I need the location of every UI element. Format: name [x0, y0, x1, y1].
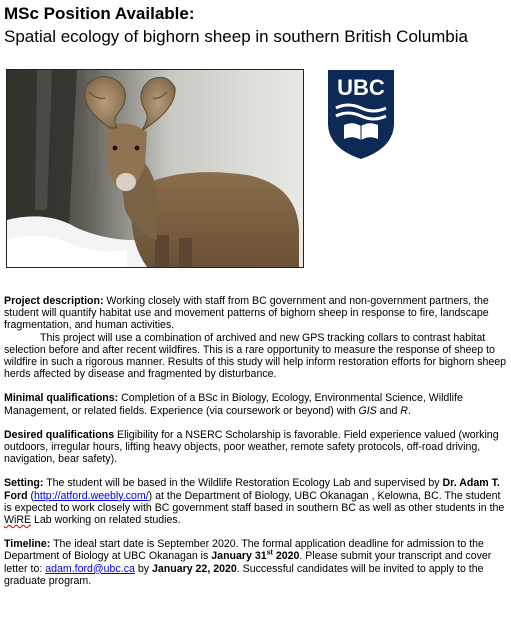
minimal-heading: Minimal qualifications: — [4, 392, 119, 405]
page-title: MSc Position Available: — [4, 4, 195, 23]
project-text-2: This project will use a combination of archived and new GPS tracking collars to contrast habitat selection before and after recent wildfires. This is a rare opportunity to measure the response of sheep to wildfire in such a rigorous manner. Results of this study will help inform restoration efforts for bighorn sheep herds affected by disease and fragmented by disturbance. — [4, 331, 507, 381]
timeline-text-c: by — [134, 562, 152, 575]
timeline — [4, 538, 507, 587]
deadline-date — [211, 550, 299, 562]
deadline-a: January 31 — [211, 550, 267, 563]
minimal-text: Completion of a BSc in Biology, Ecology, Environmental Science, Wildlife Management, or related fields. Experience (via coursework or beyond) with — [4, 392, 463, 417]
project-description-cont — [4, 332, 507, 381]
timeline-text: The ideal start date is September 2020. The formal application deadline for admission to the Department of Biology at UBC Okanagan is — [4, 538, 484, 563]
submission-date: January 22, 2020 — [151, 562, 237, 575]
paren-open: ( — [27, 489, 35, 502]
project-description — [4, 295, 507, 332]
lab-word: WiRE — [4, 514, 32, 527]
desired-heading: Desired qualifications — [4, 428, 115, 441]
project-text: Working closely with staff from BC government and non-government partners, the student will quantify habitat use and movement patterns of bighorn sheep in response to fire, landscape fragmentation, and human activities. — [4, 295, 489, 332]
setting-text-c: Lab working on related studies. — [31, 514, 181, 527]
setting-heading: Setting: — [4, 477, 44, 490]
project-heading: Project description: — [4, 295, 104, 307]
setting-text: The student will be based in the Wildlife Restoration Ecology Lab and supervised by — [43, 477, 443, 490]
page-subtitle: Spatial ecology of bighorn sheep in southern British Columbia — [4, 27, 468, 46]
gis-text: GIS — [358, 404, 377, 417]
setting-text-b: ) at the Department of Biology, UBC Okanagan , Kelowna, BC. The student is expected to work closely with BC government staff based in southern BC as well as other students in the — [4, 489, 505, 514]
and-text: and — [376, 404, 401, 417]
ubc-logo — [326, 68, 396, 161]
minimal-end: . — [407, 404, 411, 417]
timeline-heading: Timeline: — [4, 538, 51, 551]
contact-email-link[interactable]: adam.ford@ubc.ca — [45, 562, 135, 575]
supervisor-website-link[interactable]: http://atford.weebly.com/ — [34, 489, 149, 502]
supervisor-name: Dr. Adam T. Ford — [4, 477, 500, 502]
r-text: R — [400, 404, 408, 417]
ubc-logo-text: UBC — [337, 75, 385, 100]
deadline-b: 2020 — [272, 550, 300, 563]
posting-body — [4, 295, 507, 587]
deadline-sup: st — [266, 549, 273, 557]
timeline-text-d: . Successful candidates will be invited to apply to the graduate program. — [4, 562, 484, 587]
desired-text: Eligibility for a NSERC Scholarship is favorable. Field experience valued (working outdoors, irregular hours, lifting heavy objects, poor weather, remote safety protocols, off-road driving, navigation, bear safety). — [4, 428, 499, 466]
setting — [4, 477, 507, 526]
bighorn-sheep-photo — [6, 69, 304, 268]
timeline-text-b: . Please submit your transcript and cover letter to: — [4, 550, 492, 575]
desired-qualifications — [4, 429, 507, 466]
minimal-qualifications — [4, 392, 507, 416]
